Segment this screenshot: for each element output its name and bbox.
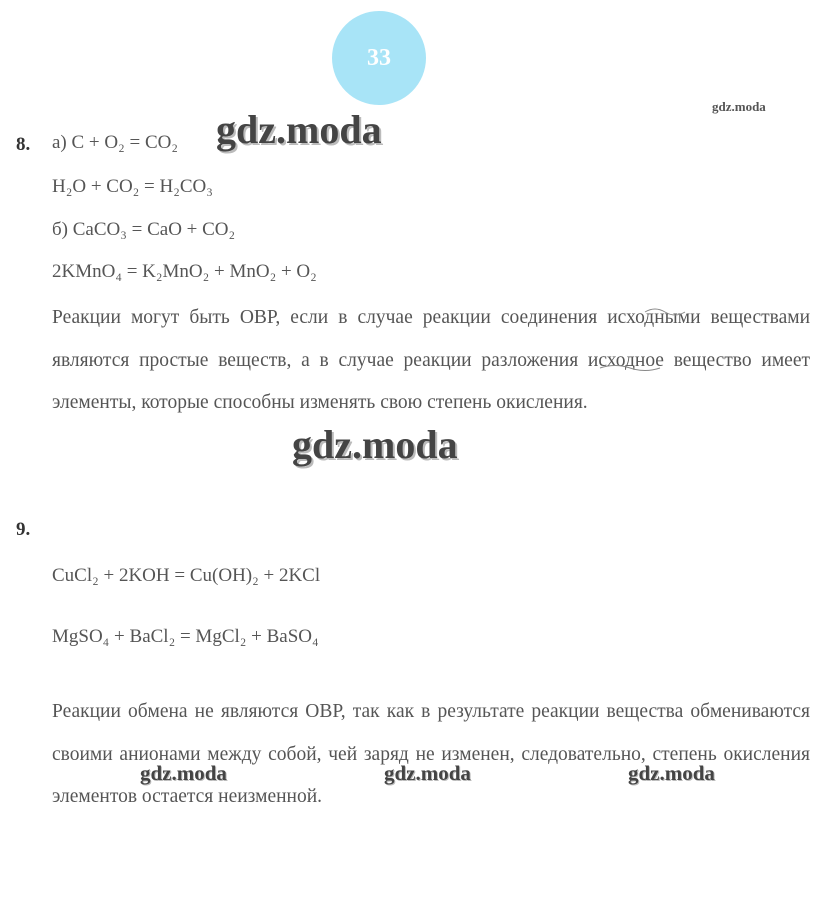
task-9-number: 9. xyxy=(16,519,31,540)
task-9-paragraph: Реакции обмена не являются ОВР, так как в результате реакции вещества обмениваются своими анионами между собой, чей заряд не изменен, следовательно, степень окисления элементов остается неизменной. xyxy=(52,701,810,808)
task-8-line-b1: б) CaCO₃ = CaO + CO₂ xyxy=(52,219,236,240)
scribble-decoration xyxy=(590,300,720,380)
page-number: 33 xyxy=(367,44,391,71)
watermark-4: gdz.moda xyxy=(384,761,471,785)
watermark-5: gdz.moda xyxy=(628,761,715,785)
task-8-line-a2: H₂O + CO₂ = H₂CO₃ xyxy=(52,176,213,197)
watermark-1: gdz.moda xyxy=(216,107,382,152)
task-9-equation-1: CuCl₂ + 2KOH = Cu(OH)₂ + 2KCl xyxy=(52,565,321,586)
task-9-equation-2: MgSO₄ + BaCl₂ = MgCl₂ + BaSO₄ xyxy=(52,626,319,647)
task-8-paragraph: Реакции могут быть ОВР, если в случае реакции соединения исходными веществами являются простые веществ, а в случае реакции разложения исходное вещество имеет элементы, которые способны изменять свою степень окисления. xyxy=(52,307,810,414)
task-8-number: 8. xyxy=(16,134,31,155)
task-8-line-b2: 2KMnO₄ = K₂MnO₂ + MnO₂ + O₂ xyxy=(52,261,317,282)
page-number-badge xyxy=(332,11,426,105)
watermark-3: gdz.moda xyxy=(140,761,227,785)
watermark-small: gdz.moda xyxy=(712,99,766,114)
task-8-line-a1: а) C + O₂ = CO₂ xyxy=(52,132,178,153)
watermark-2: gdz.moda xyxy=(292,422,458,467)
